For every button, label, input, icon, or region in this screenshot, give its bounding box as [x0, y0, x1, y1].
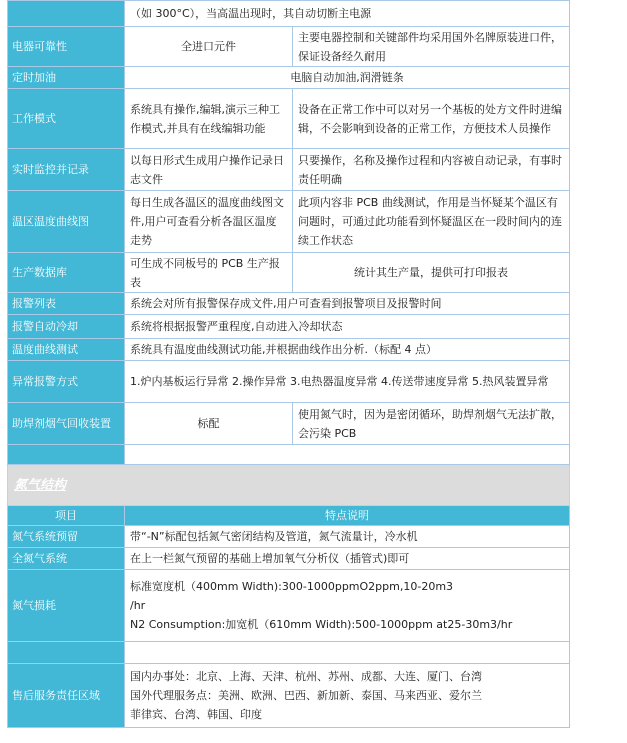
cell-line: 菲律宾、台湾、韩国、印度	[130, 708, 262, 721]
spec-document	[7, 0, 569, 728]
cell-line: 国外代理服务点：美洲、欧洲、巴西、新加新、泰国、马来西亚、爱尔兰	[130, 689, 482, 702]
table-row	[8, 1, 570, 27]
table-row	[8, 526, 570, 548]
table-row	[8, 445, 570, 465]
cell-text: 标配	[125, 403, 293, 445]
row-label	[8, 445, 125, 465]
column-header: 特点说明	[125, 506, 570, 526]
cell-multiline	[125, 570, 570, 642]
table-row	[8, 293, 570, 315]
cell-text: （如 300°C），当高温出现时，其自动切断主电源	[125, 1, 570, 27]
table-row	[8, 191, 570, 253]
table-row	[8, 89, 570, 149]
row-label: 生产数据库	[8, 253, 125, 293]
row-label	[8, 642, 125, 664]
cell-text: 全进口元件	[125, 27, 293, 67]
row-label: 异常报警方式	[8, 361, 125, 403]
cell-line: 国内办事处：北京、上海、天津、杭州、苏州、成都、大连、厦门、台湾	[130, 670, 482, 683]
cell-text: 只要操作，名称及操作过程和内容被自动记录，有事时责任明确	[293, 149, 570, 191]
row-label: 售后服务责任区域	[8, 664, 125, 728]
row-label: 实时监控并记录	[8, 149, 125, 191]
row-label	[8, 1, 125, 27]
table-row	[8, 315, 570, 339]
spec-table	[7, 0, 570, 728]
row-label: 报警自动冷却	[8, 315, 125, 339]
table-row	[8, 149, 570, 191]
cell-text: 设备在正常工作中可以对另一个基板的处方文件时进编辑，不会影响到设备的正常工作，方便技术人员操作	[293, 89, 570, 149]
table-row	[8, 67, 570, 89]
table-row	[8, 361, 570, 403]
cell-text	[125, 445, 570, 465]
cell-text: 系统具有操作,编辑,演示三种工作模式,并具有在线编辑功能	[125, 89, 293, 149]
row-label: 助焊剂烟气回收装置	[8, 403, 125, 445]
cell-text: 主要电器控制和关键部件均采用国外名牌原装进口件，保证设备经久耐用	[293, 27, 570, 67]
table-row	[8, 570, 570, 642]
cell-multiline	[125, 664, 570, 728]
section-title: 氮气结构	[14, 477, 67, 493]
row-label: 温区温度曲线图	[8, 191, 125, 253]
cell-text: 带“-N”标配包括氮气密闭结构及管道，氮气流量计，冷水机	[125, 526, 570, 548]
cell-text	[125, 642, 570, 664]
row-label: 氮气损耗	[8, 570, 125, 642]
cell-text: 每日生成各温区的温度曲线图文件,用户可查看分析各温区温度走势	[125, 191, 293, 253]
cell-text: 1.炉内基板运行异常 2.操作异常 3.电热器温度异常 4.传送带速度异常 5.热风装置异常	[125, 361, 570, 403]
table-row	[8, 664, 570, 728]
cell-line: 标准宽度机（400mm Width):300-1000ppmO2ppm,10-20m3	[130, 580, 454, 593]
table-row	[8, 642, 570, 664]
section-row	[8, 465, 570, 506]
cell-text: 统计其生产量，提供可打印报表	[293, 253, 570, 293]
row-label: 温度曲线测试	[8, 339, 125, 361]
cell-text: 在上一栏氮气预留的基础上增加氧气分析仪（插管式)即可	[125, 548, 570, 570]
cell-text: 可生成不同板号的 PCB 生产报表	[125, 253, 293, 293]
row-label: 氮气系统预留	[8, 526, 125, 548]
header-row	[8, 506, 570, 526]
cell-text: 系统将根据报警严重程度,自动进入冷却状态	[125, 315, 570, 339]
table-row	[8, 339, 570, 361]
table-row	[8, 403, 570, 445]
row-label: 报警列表	[8, 293, 125, 315]
cell-text: 电脑自动加油,润滑链条	[125, 67, 570, 89]
row-label: 全氮气系统	[8, 548, 125, 570]
table-row	[8, 548, 570, 570]
row-label: 电器可靠性	[8, 27, 125, 67]
table-row	[8, 253, 570, 293]
cell-line: N2 Consumption:加宽机（610mm Width):500-1000ppm at25-30m3/hr	[130, 618, 513, 631]
cell-text: 系统会对所有报警保存成文件,用户可查看到报警项目及报警时间	[125, 293, 570, 315]
cell-text: 使用氮气时，因为是密闭循环，助焊剂烟气无法扩散，会污染 PCB	[293, 403, 570, 445]
section-cell	[8, 465, 570, 506]
column-header: 项目	[8, 506, 125, 526]
cell-text: 系统具有温度曲线测试功能,并根据曲线作出分析.（标配 4 点）	[125, 339, 570, 361]
row-label: 工作模式	[8, 89, 125, 149]
cell-text: 此项内容非 PCB 曲线测试，作用是当怀疑某个温区有问题时，可通过此功能看到怀疑温区在一段时间内的连续工作状态	[293, 191, 570, 253]
cell-text: 以每日形式生成用户操作记录日志文件	[125, 149, 293, 191]
cell-line: /hr	[130, 599, 146, 612]
row-label: 定时加油	[8, 67, 125, 89]
table-row	[8, 27, 570, 67]
